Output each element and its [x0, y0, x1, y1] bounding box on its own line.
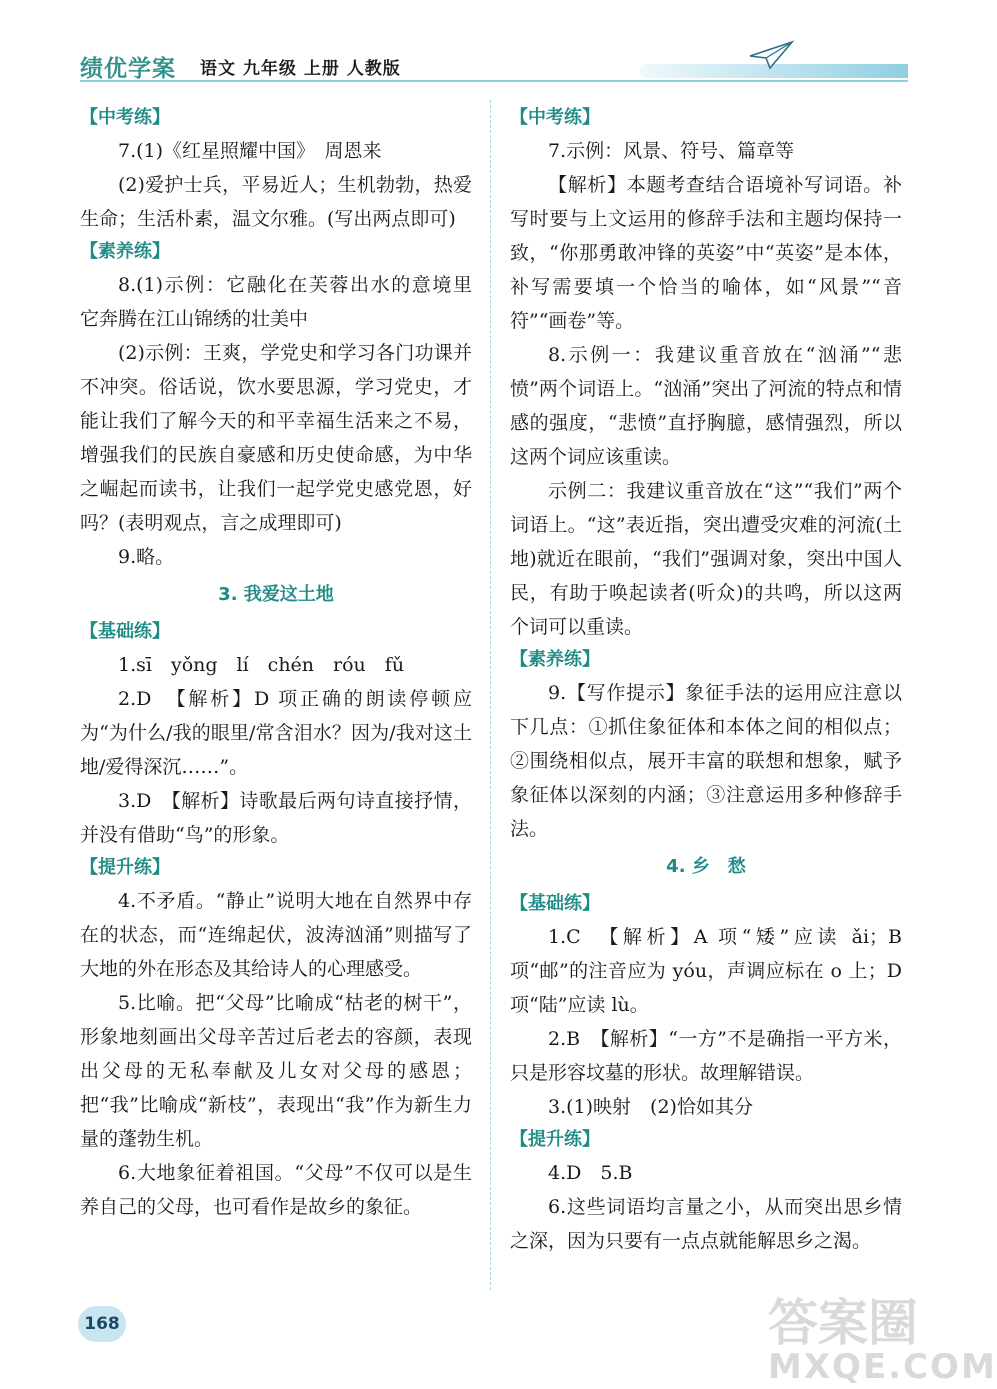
page-header [0, 38, 950, 88]
section-heading: 【素养练】 [510, 649, 600, 670]
answer-paragraph: 8.示例一：我建议重音放在“汹涌”“悲愤”两个词语上。“汹涌”突出了河流的特点和情感的强度，“悲愤”直抒胸臆，感情强烈，所以这两个词应该重读。 [510, 344, 902, 468]
section-heading: 【中考练】 [80, 107, 170, 128]
answer-paragraph: 9.略。 [118, 546, 175, 568]
lesson-title: 3. 我爱这土地 [218, 584, 334, 605]
answer-paragraph: 6.这些词语均言量之小，从而突出思乡情之深，因为只要有一点点就能解思乡之渴。 [510, 1196, 902, 1252]
header-rule [80, 80, 908, 82]
section-heading: 【基础练】 [80, 621, 170, 642]
answer-paragraph: 7.(1)《红星照耀中国》 周恩来 [118, 140, 382, 162]
answer-paragraph: 示例二：我建议重音放在“这”“我们”两个词语上。“这”表近指，突出遭受灾难的河流(土地)就近在眼前，“我们”强调对象，突出中国人民，有助于唤起读者(听众)的共鸣，所以这两个词可以重读。 [510, 480, 902, 638]
book-subtitle: 语文 九年级 上册 人教版 [200, 59, 401, 79]
answer-paragraph: 3.(1)映射 (2)恰如其分 [548, 1096, 753, 1118]
section-heading: 【中考练】 [510, 107, 600, 128]
section-heading: 【提升练】 [80, 857, 170, 878]
watermark-line2: MXQE.COM [768, 1347, 997, 1387]
answer-paragraph: 2.B 【解析】“一方”不是确指一平方米，只是形容坟墓的形状。故理解错误。 [510, 1028, 902, 1084]
section-heading: 【提升练】 [510, 1129, 600, 1150]
answer-paragraph: 1.sī yǒng lí chén róu fǔ [118, 654, 405, 676]
section-heading: 【基础练】 [510, 893, 600, 914]
answer-paragraph: 5.比喻。把“父母”比喻成“枯老的树干”，形象地刻画出父母辛苦过后老去的容颜，表现出父母的无私奉献及儿女对父母的感恩；把“我”比喻成“新枝”，表现出“我”作为新生力量的蓬勃生机。 [80, 992, 472, 1150]
paper-plane-icon [748, 40, 794, 70]
watermark-logo [768, 1294, 997, 1387]
answer-paragraph: 4.不矛盾。“静止”说明大地在自然界中存在的状态，而“连绵起伏，波涛汹涌”则描写了大地的外在形态及其给诗人的心理感受。 [80, 890, 472, 980]
right-column [510, 102, 902, 1258]
answer-paragraph: 3.D 【解析】诗歌最后两句诗直接抒情，并没有借助“鸟”的形象。 [80, 790, 472, 846]
column-divider [490, 100, 491, 1290]
answer-paragraph: 7.示例：风景、符号、篇章等 [548, 140, 795, 162]
answer-paragraph: (2)示例：王爽，学党史和学习各门功课并不冲突。俗话说，饮水要思源，学习党史，才能让我们了解今天的和平幸福生活来之不易，增强我们的民族自豪感和历史使命感，为中华之崛起而读书，让我们一起学党史感党恩，好吗？(表明观点，言之成理即可) [80, 342, 472, 534]
left-column [80, 102, 492, 1224]
answer-paragraph: 1.C 【解析】A 项“矮”应读 ǎi；B 项“邮”的注音应为 yóu，声调应标在 o 上；D 项“陆”应读 lù。 [510, 926, 902, 1016]
lesson-title: 4. 乡 愁 [666, 856, 746, 877]
answer-paragraph: 【解析】本题考查结合语境补写词语。补写时要与上文运用的修辞手法和主题均保持一致，“你那勇敢冲锋的英姿”中“英姿”是本体，补写需要填一个恰当的喻体，如“风景”“音符”“画卷”等。 [510, 174, 902, 332]
answer-paragraph: 4.D 5.B [548, 1162, 633, 1184]
answer-paragraph: 9.【写作提示】象征手法的运用应注意以下几点：①抓住象征体和本体之间的相似点；②围绕相似点，展开丰富的联想和想象，赋予象征体以深刻的内涵；③注意运用多种修辞手法。 [510, 682, 902, 840]
answer-paragraph: 6.大地象征着祖国。“父母”不仅可以是生养自己的父母，也可看作是故乡的象征。 [80, 1162, 472, 1218]
brand-logo: 绩优学案 [80, 56, 176, 82]
answer-paragraph: 2.D 【解析】D 项正确的朗读停顿应为“为什么/我的眼里/常含泪水？因为/我对这土地/爱得深沉……”。 [80, 688, 472, 778]
answer-paragraph: 8.(1)示例：它融化在芙蓉出水的意境里 它奔腾在江山锦绣的壮美中 [80, 274, 492, 330]
page-number: 168 [78, 1306, 126, 1342]
section-heading: 【素养练】 [80, 241, 170, 262]
answer-paragraph: (2)爱护士兵，平易近人；生机勃勃，热爱生命；生活朴素，温文尔雅。(写出两点即可) [80, 174, 472, 230]
watermark-line1: 答案圈 [768, 1294, 918, 1352]
